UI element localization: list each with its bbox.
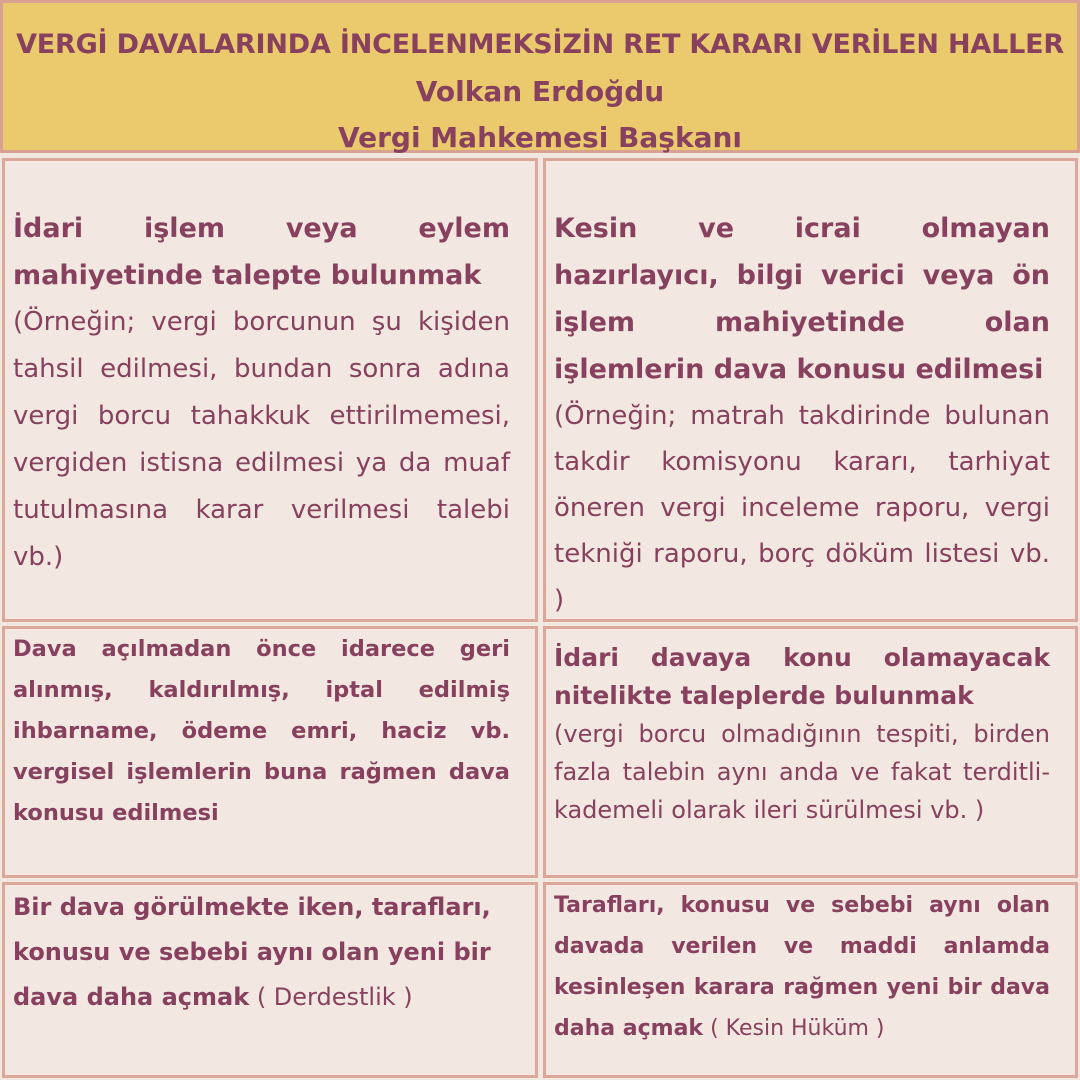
author-name: Volkan Erdoğdu	[415, 75, 665, 108]
cell-heading: Bir dava görülmekte iken, tarafları, konusu ve sebebi aynı olan yeni bir dava daha açmak	[13, 893, 491, 1011]
cell-pending-case	[2, 882, 538, 1078]
cell-heading: Kesin ve icrai olmayan hazırlayıcı, bilgi verici veya ön işlem mahiyetinde olan işlemlerin dava konusu edilmesi	[554, 213, 1050, 385]
title-banner	[0, 0, 1080, 153]
cell-preparatory-acts	[543, 158, 1078, 622]
cell-heading: İdari işlem veya eylem mahiyetinde talepte bulunmak	[13, 213, 510, 291]
cell-example: (Örneğin; vergi borcunun şu kişiden tahsil edilmesi, bundan sonra adına vergi borcu tahakkuk ettirilmemesi, vergiden istisna edilmesi ya da muaf tutulmasına karar verilmesi talebi vb.)	[13, 307, 510, 572]
cell-example: (Örneğin; matrah takdirinde bulunan takdir komisyonu kararı, tarhiyat öneren vergi inceleme raporu, vergi tekniği raporu, borç döküm listesi vb. )	[554, 401, 1050, 615]
cell-note: ( Kesin Hüküm )	[710, 1016, 885, 1041]
cell-heading: Tarafları, konusu ve sebebi aynı olan davada verilen ve maddi anlamda kesinleşen karara rağmen yeni bir dava daha açmak	[554, 893, 1050, 1041]
cell-example: (vergi borcu olmadığının tespiti, birden fazla talebin aynı anda ve fakat terditli-kademeli olarak ileri sürülmesi vb. )	[554, 720, 1050, 824]
cell-request-administrative-act	[2, 158, 538, 622]
cell-heading: Dava açılmadan önce idarece geri alınmış, kaldırılmış, iptal edilmiş ihbarname, ödeme emri, haciz vb. vergisel işlemlerin buna rağmen dava konusu edilmesi	[13, 636, 510, 826]
cell-withdrawn-acts	[2, 626, 538, 878]
cell-note: ( Derdestlik )	[256, 983, 413, 1011]
page-title: VERGİ DAVALARINDA İNCELENMEKSİZİN RET KARARI VERİLEN HALLER	[16, 29, 1064, 60]
author-position: Vergi Mahkemesi Başkanı	[337, 121, 742, 154]
cell-non-litigable-requests	[543, 626, 1078, 878]
cell-res-judicata	[543, 882, 1078, 1078]
cell-heading: İdari davaya konu olamayacak nitelikte taleplerde bulunmak	[554, 643, 1050, 710]
